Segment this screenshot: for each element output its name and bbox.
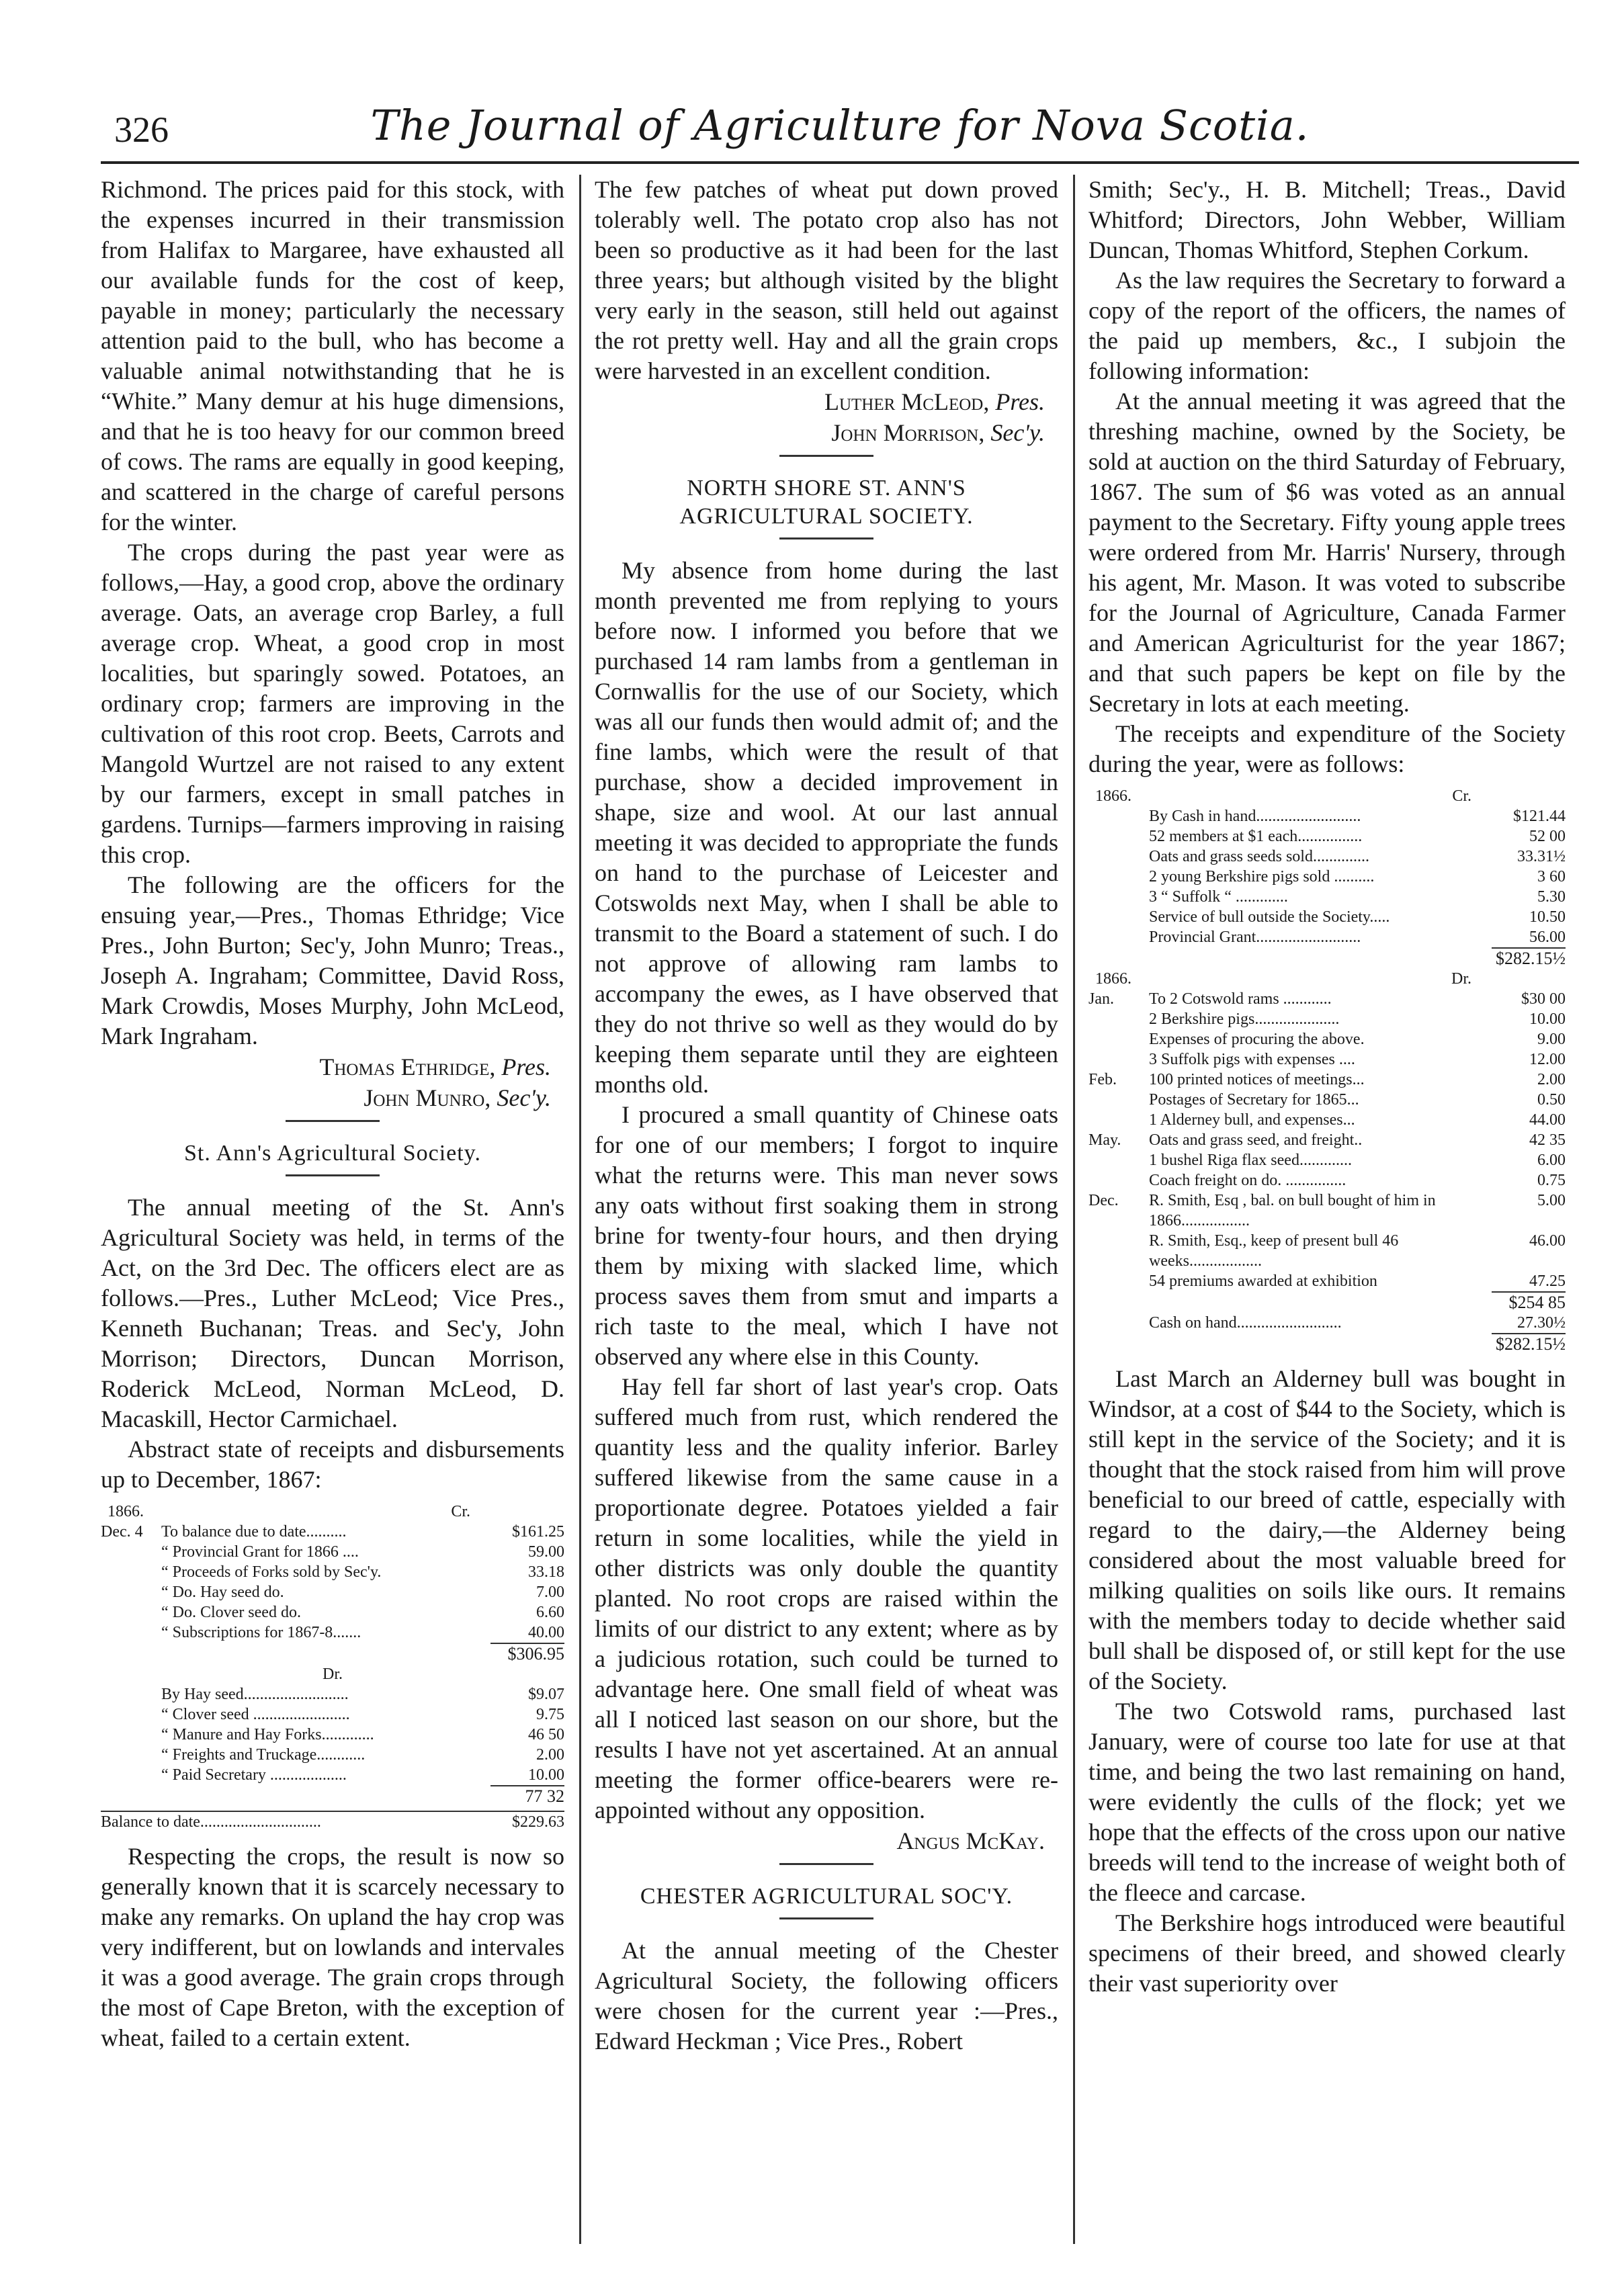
paragraph: Last March an Alderney bull was bought in Windsor, at a cost of $44 to the Society, which is still kept in the service of the Society; and it is thought that the stock raised from him will prove beneficial to our breed of cattle, especially with regard to the dairy,—the Alderney being considered about the most valuable breed for milking qualities on soils like ours. It remains with the members today to decide whether said bull shall be disposed of, or still kept for the use of the Society. [1088, 1365, 1566, 1694]
account-total: $282.15½ [1492, 947, 1566, 969]
account-amount: $161.25 [512, 1523, 564, 1541]
account-item: By Cash in hand.......................... [1149, 808, 1361, 825]
account-item: Oats and grass seeds sold.............. [1149, 848, 1369, 865]
column-middle [595, 175, 1058, 2244]
account-row [1088, 1090, 1566, 1110]
account-item: To 2 Cotswold rams ............ [1149, 990, 1332, 1008]
paragraph: The few patches of wheat put down proved tolerably well. The potato crop also has not been so productive as it had been for the last three years; but although visited by the blight very early in the season, still held out against the rot pretty well. Hay and all the grain crops were harvested in an excellent condition. [595, 176, 1058, 384]
account-amount: 2.00 [536, 1746, 564, 1764]
account-item: Provincial Grant.......................... [1149, 928, 1361, 946]
account-row [1088, 1271, 1566, 1291]
account-amount: 33.18 [528, 1563, 564, 1581]
account-amount: 5.00 [1537, 1192, 1566, 1209]
column-left [101, 175, 564, 2244]
account-amount: 46.00 [1529, 1232, 1566, 1250]
account-date [101, 1542, 161, 1562]
paragraph: Richmond. The prices paid for this stock, with the expenses incurred in their transmission from Halifax to Margaree, have exhausted all our available funds for the cost of keep, payable in money; particularly the necessary attention paid to the bull, who has become a valuable animal notwithstanding that he is “White.” Many demur at his huge dimensions, and that he is too heavy for our common breed of cows. The rams are equally in good keeping, and scattered in the charge of careful persons for the winter. [101, 176, 564, 535]
account-row [101, 1704, 564, 1725]
cash-label: Cash on hand.......................... [1149, 1314, 1342, 1332]
paragraph: My absence from home during the last month prevented me from replying to yours before now. I informed you before that we purchased 14 ram lambs from a gentleman in Cornwallis for the use of our Society, which was all our funds then would admit of; and the fine lambs, which were the result of that purchase, show a decided improvement in shape, size and wool. At our last annual meeting it was decided to appropriate the funds on hand to the purchase of Leicester and Cotswolds next May, when I shall be able to transmit to the Board a statement of such. I do not approve of allowing ram lambs to accompany the ewes, as I have observed that they do not thrive so well as they would do by keeping them separate until they are eighteen months old. [595, 557, 1058, 1098]
account-row [101, 1684, 564, 1704]
paragraph: The crops during the past year were as follows,—Hay, a good crop, above the ordinary average. Oats, an average crop Barley, a full average crop. Wheat, a good crop in most localities, but sparingly sowed. Potatoes, an ordinary crop; farmers are improving in the cultivation of this root crop. Beets, Carrots and Mangold Wurtzel are not raised to any extent by our farmers, except in small patches in gardens. Turnips—farmers improving in raising this crop. [101, 539, 564, 868]
account-amount: 5.30 [1537, 888, 1566, 906]
signature: John Munro, Sec'y. [364, 1084, 551, 1111]
paragraph: Respecting the crops, the result is now so generally known that it is scarcely necessary to make any remarks. On upland the hay crop was very indifferent, but on lowlands and intervales it was a good average. The grain crops through the most of Cape Breton, with the exception of wheat, failed to a certain extent. [101, 1843, 564, 2051]
account-row [1088, 1009, 1566, 1029]
paragraph: Abstract state of receipts and disbursements up to December, 1867: [101, 1436, 564, 1493]
account-row [101, 1562, 564, 1582]
account-amount: $30 00 [1521, 990, 1566, 1008]
account-item: R. Smith, Esq , bal. on bull bought of him in 1866................. [1149, 1192, 1436, 1229]
account-row [1088, 826, 1566, 847]
account-amount: 33.31½ [1517, 848, 1566, 865]
account-row [1088, 1029, 1566, 1049]
paragraph: I procured a small quantity of Chinese oats for one of our members; I forgot to inquire what the returns were. This man never sows any oats without first soaking them in strong brine for twenty-four hours, and then drying them by mixing with slacked lime, which process saves them from smut and imparts a rich taste to the meal, which I have not observed any where else in this County. [595, 1101, 1058, 1370]
paragraph: The following are the officers for the ensuing year,—Pres., Thomas Ethridge; Vice Pres., John Burton; Sec'y, John Munro; Treas., Joseph A. Ingraham; Committee, David Ross, Mark Crowdis, Moses Murphy, John McLeod, Mark Ingraham. [101, 871, 564, 1049]
account-item: “ Do. Hay seed do. [161, 1584, 284, 1601]
account-amount: 3 60 [1537, 868, 1566, 885]
account-date [1088, 1029, 1149, 1049]
account-item: To balance due to date.......... [161, 1523, 347, 1541]
account-row [1088, 1191, 1566, 1231]
balance-value: $229.63 [512, 1813, 564, 1831]
account-item: “ Freights and Truckage............ [161, 1746, 366, 1764]
account-row [1088, 927, 1566, 947]
account-date [1088, 1271, 1149, 1291]
divider [779, 1863, 873, 1865]
journal-title: The Journal of Agriculture for Nova Scotia. [370, 101, 1310, 150]
paragraph: The receipts and expenditure of the Society during the year, were as follows: [1088, 720, 1566, 777]
account-item: By Hay seed.......................... [161, 1686, 349, 1703]
account-row [1088, 1231, 1566, 1271]
account-amount: 0.50 [1537, 1091, 1566, 1109]
account-amount: 2.00 [1537, 1071, 1566, 1088]
account-row [101, 1522, 564, 1542]
account-date [101, 1582, 161, 1602]
page-number: 326 [114, 110, 169, 150]
account-item: Oats and grass seed, and freight.. [1149, 1131, 1363, 1149]
account-row [1088, 1130, 1566, 1150]
account-amount: 0.75 [1537, 1172, 1566, 1189]
account-item: “ Subscriptions for 1867-8....... [161, 1624, 361, 1641]
account-row [1088, 1049, 1566, 1070]
account-rows [101, 1522, 564, 1643]
account-total: 77 32 [490, 1785, 564, 1807]
signature: Angus McKay. [896, 1827, 1045, 1854]
account-item: 52 members at $1 each................ [1149, 828, 1363, 845]
column-right [1088, 175, 1566, 2244]
account-date: Dec. 4 [101, 1523, 143, 1541]
account-row [1088, 1150, 1566, 1170]
account-item: “ Do. Clover seed do. [161, 1604, 301, 1621]
account-amount: 42 35 [1529, 1131, 1566, 1149]
account-amount: 47.25 [1529, 1272, 1566, 1290]
account-total: $282.15½ [1492, 1333, 1566, 1354]
account-rows [101, 1684, 564, 1785]
account-date [1088, 1110, 1149, 1130]
paragraph: At the annual meeting of the Chester Agricultural Society, the following officers were chosen for the current year :—Pres., Edward Heckman ; Vice Pres., Robert [595, 1937, 1058, 2055]
account-total: $254 85 [1492, 1291, 1566, 1313]
account-row [1088, 1070, 1566, 1090]
account-date: May. [1088, 1131, 1121, 1149]
account-amount: 46 50 [528, 1726, 564, 1743]
account-row [101, 1745, 564, 1765]
divider [286, 1120, 380, 1122]
account-amount: 52 00 [1529, 828, 1566, 845]
account-date: Jan. [1088, 990, 1114, 1008]
section-heading: CHESTER AGRICULTURAL SOC'Y. [640, 1884, 1013, 1909]
account-row [1088, 867, 1566, 887]
signature: Luther McLeod, Pres. [824, 388, 1045, 415]
account-item: “ Proceeds of Forks sold by Sec'y. [161, 1563, 382, 1581]
account-item: Postages of Secretary for 1865... [1149, 1091, 1359, 1109]
account-date: Dec. [1088, 1192, 1119, 1209]
paragraph: The annual meeting of the St. Ann's Agricultural Society was held, in terms of the Act, on the 3rd Dec. The officers elect are as follows.—Pres., Luther McLeod; Vice Pres., Kenneth Buchanan; Treas. and Sec'y, John Morrison; Directors, Duncan Morrison, Roderick McLeod, Norman McLeod, D. Macaskill, Hector Carmichael. [101, 1194, 564, 1432]
account-item: 2 Berkshire pigs..................... [1149, 1010, 1340, 1028]
paragraph: The two Cotswold rams, purchased last January, were of course too late for use at that time, and being the two last remaining on hand, were evidently the culls of the flock; yet we hope that the effects of the cross upon our native breeds will tend to the increase of weight both of the fleece and carcase. [1088, 1698, 1566, 1906]
section-heading: NORTH SHORE ST. ANN'S AGRICULTURAL SOCIETY. [679, 476, 974, 529]
account-row [1088, 1110, 1566, 1130]
account-rows [1088, 989, 1566, 1291]
account-table [1088, 786, 1566, 1354]
account-debit-label: Dr. [323, 1666, 343, 1683]
account-total: $306.95 [490, 1643, 564, 1664]
account-row [101, 1765, 564, 1785]
account-date [1088, 1231, 1149, 1271]
paragraph: The Berkshire hogs introduced were beautiful specimens of their breed, and showed clearly their vast superiority over [1088, 1909, 1566, 1997]
account-amount: 9.75 [536, 1706, 564, 1723]
account-item: 3 Suffolk pigs with expenses .... [1149, 1051, 1355, 1068]
account-item: 1 Alderney bull, and expenses... [1149, 1111, 1355, 1129]
divider [779, 1917, 873, 1919]
account-item: 54 premiums awarded at exhibition [1149, 1272, 1377, 1290]
account-table [101, 1502, 564, 1832]
account-amount: 10.00 [1529, 1010, 1566, 1028]
account-amount: $9.07 [528, 1686, 564, 1703]
account-date [101, 1562, 161, 1582]
account-amount: 6.00 [1537, 1152, 1566, 1169]
account-item: Service of bull outside the Society..... [1149, 908, 1390, 926]
account-amount: 12.00 [1529, 1051, 1566, 1068]
paragraph: At the annual meeting it was agreed that the threshing machine, owned by the Society, be sold at auction on the third Saturday of February, 1867. The sum of $6 was voted as an annual payment to the Secretary. Fifty young apple trees were ordered from Mr. Harris' Nursery, through his agent, Mr. Mason. It was voted to subscribe for the Journal of Agriculture, Canada Farmer and American Agriculturist for the year 1867; and that such papers be kept on file by the Secretary in lots at each meeting. [1088, 388, 1566, 717]
account-row [1088, 806, 1566, 826]
account-item: “ Manure and Hay Forks............. [161, 1726, 374, 1743]
divider [779, 537, 873, 539]
account-row [1088, 907, 1566, 927]
account-row [1088, 989, 1566, 1009]
account-amount: 44.00 [1529, 1111, 1566, 1129]
account-amount: 7.00 [536, 1584, 564, 1601]
account-item: “ Paid Secretary ................... [161, 1766, 347, 1784]
account-date [1088, 1150, 1149, 1170]
account-debit-label: Dr. [1451, 970, 1471, 988]
account-row [101, 1602, 564, 1623]
page-header [101, 101, 1579, 164]
account-item: 2 young Berkshire pigs sold .......... [1149, 868, 1375, 885]
section-heading: St. Ann's Agricultural Society. [184, 1141, 481, 1166]
account-item: 1 bushel Riga flax seed............. [1149, 1152, 1352, 1169]
account-date [1088, 1049, 1149, 1070]
account-item: 100 printed notices of meetings... [1149, 1071, 1365, 1088]
account-amount: $121.44 [1513, 808, 1566, 825]
account-date [1088, 1170, 1149, 1191]
account-item: Expenses of procuring the above. [1149, 1031, 1365, 1048]
balance-label: Balance to date.............................. [101, 1813, 321, 1831]
account-row [101, 1623, 564, 1643]
signature: John Morrison, Sec'y. [831, 419, 1045, 446]
paragraph: Hay fell far short of last year's crop. Oats suffered much from rust, which rendered the quantity less and the quality inferior. Barley suffered likewise from the same cause in a proportionate degree. Potatoes yielded a fair return in some localities, while the yield in other districts was only double the quantity planted. No root crops are raised within the limits of our district to any extent; where as by a judicious rotation, such could be turned to advantage here. One small field of wheat was all I noticed last season on our shore, but the results I have not yet ascertained. At an annual meeting the former office-bearers were re-appointed without any opposition. [595, 1373, 1058, 1823]
account-row [1088, 887, 1566, 907]
account-credit-label: Cr. [1452, 787, 1471, 805]
account-date [101, 1623, 161, 1643]
account-item: “ Clover seed ........................ [161, 1706, 350, 1723]
account-amount: 10.00 [528, 1766, 564, 1784]
cash-value: 27.30½ [1517, 1314, 1566, 1332]
account-amount: 59.00 [528, 1543, 564, 1561]
account-amount: 56.00 [1529, 928, 1566, 946]
account-item: Coach freight on do. ............... [1149, 1172, 1347, 1189]
paragraph: As the law requires the Secretary to forward a copy of the report of the officers, the names of the paid up members, &c., I subjoin the following information: [1088, 267, 1566, 384]
divider [779, 455, 873, 457]
account-year: 1866. [1095, 970, 1131, 988]
signature: Thomas Ethridge, Pres. [319, 1053, 551, 1080]
account-credit-label: Cr. [451, 1503, 470, 1520]
account-row [1088, 847, 1566, 867]
account-date: Feb. [1088, 1071, 1117, 1088]
account-amount: 40.00 [528, 1624, 564, 1641]
account-amount: 6.60 [536, 1604, 564, 1621]
account-date [1088, 1090, 1149, 1110]
journal-page [101, 101, 1579, 2257]
account-amount: 10.50 [1529, 908, 1566, 926]
account-item: 3 “ Suffolk “ ............. [1149, 888, 1288, 906]
account-amount: 9.00 [1537, 1031, 1566, 1048]
account-row [101, 1725, 564, 1745]
account-row [101, 1582, 564, 1602]
account-date [1088, 1009, 1149, 1029]
account-rows [1088, 806, 1566, 947]
account-row [1088, 1170, 1566, 1191]
account-item: R. Smith, Esq., keep of present bull 46 weeks.................. [1149, 1232, 1399, 1270]
account-row [101, 1542, 564, 1562]
account-year: 1866. [1095, 787, 1131, 805]
divider [286, 1174, 380, 1176]
account-date [101, 1602, 161, 1623]
account-year: 1866. [108, 1503, 144, 1520]
paragraph: Smith; Sec'y., H. B. Mitchell; Treas., David Whitford; Directors, John Webber, William Duncan, Thomas Whitford, Stephen Corkum. [1088, 176, 1566, 263]
account-item: “ Provincial Grant for 1866 .... [161, 1543, 359, 1561]
